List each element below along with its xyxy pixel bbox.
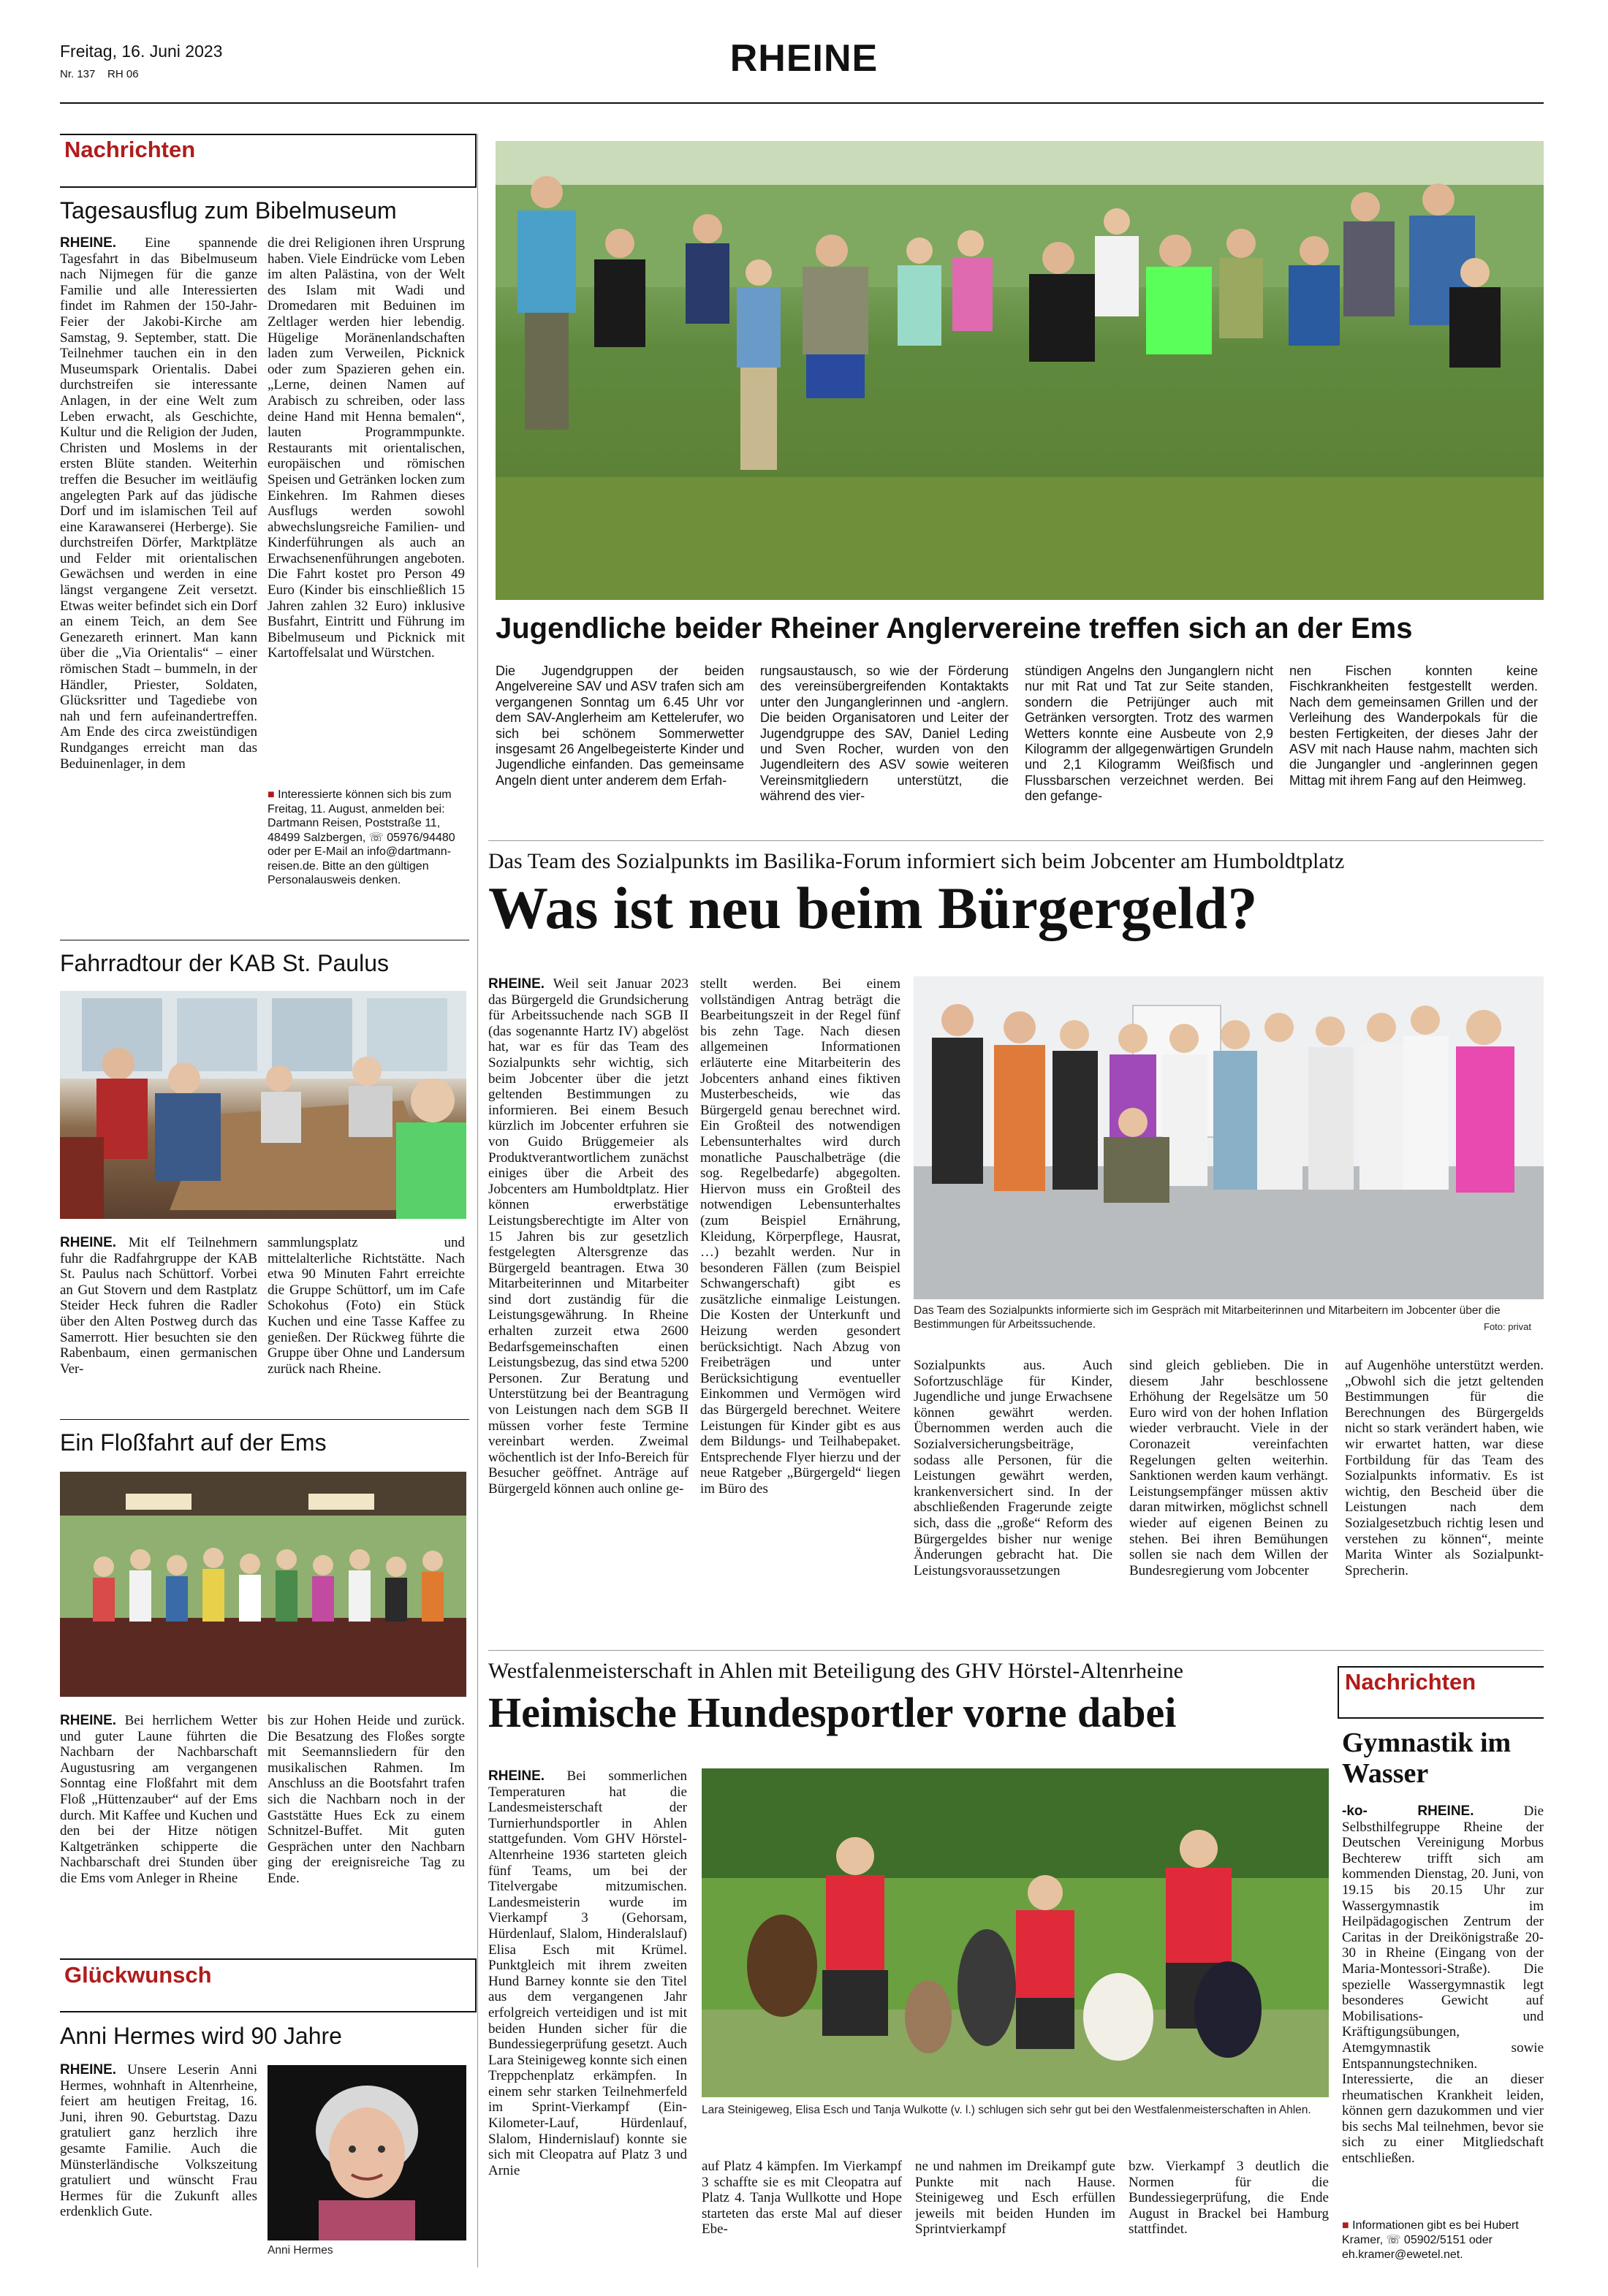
jobcenter-team-image — [914, 976, 1544, 1299]
angler-text4: nen Fischen konnten keine Fischkrankheiten festgestellt werden. Nach dem gemeinsamen Grillen und der Verleihung des Wanderpokals für die besten Fertigkeiten, der dieses Jahr der ASV mit nach Hause nahm, machten sich die Jungangler und -anglerinnen gegen Mittag mit ihrem Fang auf den Heimweg. — [1289, 664, 1538, 788]
buerger-text3: Sozialpunkts aus. Auch Sofortzuschläge für Kinder, Jugendliche und junge Erwachsene können gewährt werden. Übernommen werden auch die Sozialversicherungsbeiträge, sodass alle Personen, für die Leistungen gewährt werden, krankenversichert sind. In der abschließenden Fragerunde zeigte sich, dass die „große“ Reform des Bürgergeldes bisher nur wenige Änderungen gebracht hat. Die Leistungsvoraussetzungen — [914, 1358, 1112, 1578]
floss-text1: Bei herrlichem Wetter und guter Laune führten die Nachbarn der Nachbarschaft Augustusring am vergangenen Sonntag eine Floßfahrt mit dem Floß „Hüttenzauber“ auf der Ems durch. Mit Kaffee und Kuchen und den bei der Hitze nötigen Kaltgetränken schipperte die Nachbarschaft drei Stunden über die Ems vom Anleger in Rheine — [60, 1713, 257, 1886]
angler-col4 — [1289, 664, 1538, 824]
kab-col1 — [60, 1235, 257, 1396]
issue-date: Freitag, 16. Juni 2023 — [60, 42, 223, 61]
divider-angler — [488, 840, 1544, 841]
buerger-caption: Das Team des Sozialpunkts informierte sich im Gespräch mit Mitarbeiterinnen und Mitarbeitern im Jobcenter über die Bestimmungen für Arbeitssuchende. — [914, 1304, 1501, 1331]
dateline: RHEINE. — [488, 1768, 545, 1784]
buerger-photo-credit: Foto: privat — [1484, 1321, 1532, 1332]
youth-group-image — [496, 141, 1544, 600]
kab-col2 — [268, 1235, 465, 1396]
gym-text: Die Selbsthilfegruppe Rheine der Deutschen Vereinigung Morbus Bechterew trifft sich am kommenden Dienstag, 20. Juni, von 19.15 bis 20.15 Uhr zur Wassergymnastik im Heilpädagogischen Zentrum der Caritas in der Dreikönigstraße 20-30 in Rheine (Eingang von der Maria-Montessori-Straße). Die spezielle Wassergymnastik legt besonderes Gewicht auf Mobilisations- und Kräftigungsübungen, Atemgymnastik sowie Entspannungstechniken. Interessierte, die an dieser rheumatischen Krankheit leiden, können gern dazukommen und vier bis sechs Mal teilnehmen, bevor sie sich zu einer Mitgliedschaft entschließen. — [1342, 1803, 1544, 2167]
buerger-kicker: Das Team des Sozialpunkts im Basilika-Forum informiert sich beim Jobcenter am Humboldtplatz — [488, 849, 1345, 873]
dateline: RHEINE. — [60, 1713, 117, 1728]
buerger-photo — [914, 976, 1544, 1299]
gym-box-left — [1338, 1666, 1339, 1719]
floss-col1 — [60, 1713, 257, 1932]
kab-title: Fahrradtour der KAB St. Paulus — [60, 950, 389, 976]
angler-text3: stündigen Angelns den Junganglern nicht nur mit Rat und Tat zur Seite standen, sondern die Petrijünger auch mit Getränken versorgten. Trotz des warmen Wetters konnte eine Ausbeute von 2,9 Kilogramm der allgegenwärtigen Grundeln und 2,1 Kilogramm Weißfisch und Flussbarschen verzeichnet werden. Bei den gefange- — [1025, 664, 1273, 804]
left-label-rule — [60, 186, 477, 188]
section-title: RHEINE — [729, 37, 879, 80]
buerger-col5 — [1345, 1358, 1544, 1630]
angler-col2 — [760, 664, 1009, 824]
glueck-box-right — [475, 1958, 477, 2012]
bibel-text1: Eine spannende Tagesfahrt in das Bibelmuseum nach Nijmegen für die ganze Familie und alle Interessierten findet im Rahmen der 150-Jahr-Feier der Jakobi-Kirche am Samstag, 9. September, statt. Die Teilnehmer tauchen ein in den Museumspark Orientalis. Dabei durchstreifen sie interessante Anlagen, in der eine Welt zum Leben erwacht, als Geschichte, Kultur und die Religion der Juden, Christen und Moslems in der ersten Blüte standen. Weiterhin treffen die Besucher im weitläufig angelegten Park auf das jüdische Dorf und im islamischen Teil auf eine Karawanserei (Herberge). Sie durchstreifen Dörfer, Marktplätze und Felder mit orientalischen Gewächsen und werden in eine längst vergangene Zeit versetzt. Etwas weiter befindet sich ein Dorf an einem Teich, an dem See Genezareth erinnert. Man kann über die „Via Orientalis“ – einer römischen Stadt – bummeln, in der Händler, Priester, Soldaten, Glücksritter und Tagediebe von nah und fern aufeinandertreffen. Am Ende des circa zweistündigen Rundganges erreicht man das Beduinenlager, in dem — [60, 235, 257, 772]
buerger-col4 — [1129, 1358, 1328, 1630]
floss-text2: bis zur Hohen Heide und zurück. Die Besatzung des Floßes sorgte mit Seemannsliedern für den musikalischen Rahmen. Im Anschluss an die Bootsfahrt trafen sich die Nachbarn noch in der Gaststätte Hues Eck zu einem Schnitzel-Buffet. Mit guten Gesprächen unter den Nachbarn ging der ereignisreiche Tag zu Ende. — [268, 1713, 465, 1886]
column-separator — [477, 134, 478, 2268]
gym-label-rule — [1338, 1717, 1544, 1719]
floss-title: Ein Floßfahrt auf der Ems — [60, 1429, 327, 1456]
hermes-text: Unsere Leserin Anni Hermes, wohnhaft in Altenrheine, feiert am heutigen Freitag, 16. Juni, ihren 90. Geburtstag. Dazu gratuliert ganz herzlich ihre gesamte Familie. Auch die Münsterländische Volkszeitung gratuliert und wünscht Frau Hermes für die Zukunft alles erdenklich Gute. — [60, 2062, 257, 2220]
buerger-col3 — [914, 1358, 1112, 1630]
gym-nachrichten-label: Nachrichten — [1345, 1669, 1476, 1695]
floss-col2 — [268, 1713, 465, 1932]
gym-info-text: Informationen gibt es bei Hubert Kramer, ☏ 05902/5151 oder eh.kramer@ewetel.net. — [1342, 2219, 1519, 2261]
hunde-col3 — [915, 2159, 1115, 2273]
bibel-info-text: Interessierte können sich bis zum Freitag, 11. August, anmelden bei: Dartmann Reisen, Poststraße 11, 48499 Salzbergen, ☏ 05976/94480 oder per E-Mail an info@dartmann-reisen.de. Bitte an den gültigen Personalausweis denken. — [268, 788, 455, 886]
nachrichten-label: Nachrichten — [64, 137, 196, 162]
buerger-col1 — [488, 976, 689, 1630]
portrait-image — [268, 2065, 466, 2240]
bibel-info: ■ Interessierte können sich bis zum Freitag, 11. August, anmelden bei: Dartmann Reisen, Poststraße 11, 48499 Salzbergen, ☏ 05976/94480 oder per E-Mail an info@dartmann-reisen.de. Bitte an den gültigen Personalausweis denken. — [268, 788, 455, 886]
hunde-kicker: Westfalenmeisterschaft in Ahlen mit Beteiligung des GHV Hörstel-Altenrheine — [488, 1659, 1183, 1683]
hunde-caption: Lara Steinigeweg, Elisa Esch und Tanja Wulkotte (v. l.) schlugen sich sehr gut bei den Westfalenmeisterschaften in Ahlen. — [702, 2104, 1311, 2116]
hunde-col2 — [702, 2159, 902, 2273]
dateline: RHEINE. — [60, 2062, 117, 2078]
hunde-col1 — [488, 1768, 687, 2273]
buerger-text4: sind gleich geblieben. Die in diesem Jahr beschlossene Erhöhung der Regelsätze um 50 Euro wird von der hohen Inflation wieder verbraucht. Viele in der Coronazeit vereinfachten Regelungen gelten weiterhin. Sanktionen werden kaum verhängt. Leistungsempfänger müssen aktiv daran mitwirken, möglichst schnell wieder auf eigenen Beinen zu stehen. Bei ihren Bemühungen sollen sie nach dem Willen der Bundesregierung vom Jobcenter — [1129, 1358, 1328, 1578]
gym-title: Gymnastik im Wasser — [1342, 1727, 1512, 1789]
dateline: RHEINE. — [60, 235, 117, 251]
angler-text2: rungsaustausch, so wie der Förderung des vereinsübergreifenden Kontaktakts unter den Junganglerinnen und -anglern. Die beiden Organisatoren und Leiter der Jugendgruppe des SAV, Daniel Leding und Sven Rocher, wurden von den Jugendleitern des ASV sowie weiteren Vereinsmitgliedern unterstützt, die während des vier- — [760, 664, 1009, 804]
kab-text2: sammlungsplatz und mittelalterliche Richtstätte. Nach etwa 90 Minuten Fahrt erreichte die Gruppe Schüttorf, um im Cafe Schokohus (Foto) ein Stück Kuchen und eine Tasse Kaffee zu genießen. Der Rückweg führte die Gruppe über Ohne und Landersum zurück nach Rheine. — [268, 1235, 465, 1377]
hermes-portrait — [268, 2065, 466, 2240]
glueckwunsch-label: Glückwunsch — [64, 1962, 212, 1988]
floss-photo — [60, 1472, 466, 1697]
angler-photo — [496, 141, 1544, 600]
gym-info: ■ Informationen gibt es bei Hubert Kramer, ☏ 05902/5151 oder eh.kramer@ewetel.net. — [1342, 2219, 1519, 2261]
gym-col — [1342, 1803, 1544, 2229]
left-box-border-right — [475, 134, 477, 188]
hermes-caption: Anni Hermes — [268, 2244, 333, 2257]
glueck-label-rule — [60, 2011, 477, 2012]
dateline: RHEINE. — [488, 976, 545, 992]
edition-code: RH 06 — [107, 68, 139, 80]
divider-2 — [60, 1419, 469, 1420]
angler-col3 — [1025, 664, 1273, 824]
angler-title: Jugendliche beider Rheiner Anglervereine treffen sich an der Ems — [496, 612, 1413, 645]
hermes-col — [60, 2062, 257, 2259]
kab-photo — [60, 991, 466, 1219]
divider-buerger — [488, 1650, 1544, 1651]
issue-number-text: Nr. 137 — [60, 68, 96, 80]
buerger-text2: stellt werden. Bei einem vollständigen Antrag beträgt die Bearbeitungszeit in der Regel fünf bis zehn Tage. Nach diesen allgemeinen Informationen erläuterte eine Mitarbeiterin des Jobcenters anhand eines fiktiven Musterbescheids, wie das Bürgergeld genau berechnet wird. Ein Großteil des notwendigen Lebensunterhaltes wird durch monatliche Pauschalbeträge (die sog. Regelbedarfe) abgegolten. Hiervon muss ein Großteil des notwendigen Lebensunterhaltes (zum Beispiel Ernährung, Kleidung, Körperpflege, Hausrat, …) bezahlt werden. Nur in besonderen Fällen (zum Beispiel Schwangerschaft) gibt es zusätzliche einmalige Leistungen. Die Kosten der Unterkunft und Heizung werden gesondert berücksichtigt. Nach Abzug von Freibeträgen und unter Berücksichtigung eventueller Einkommen und Vermögen wird das Bürgergeld berechnet. Weitere Leistungen für Kinder gibt es aus dem Bildungs- und Teilhabepaket. Entsprechende Flyer hierzu und der neue Ratgeber „Bürgergeld“ liegen im Büro des — [700, 976, 900, 1497]
buerger-text5: auf Augenhöhe unterstützt werden. „Obwohl sich die jetzt geltenden Bestimmungen für die Berechnungen des Bürgergelds nicht so stark verändert haben, wie wir erwartet hatten, war diese Fortbildung für das Team des Sozialpunkts informativ. Es ist wichtig, den Bescheid über die Leistungen nach dem Sozialgesetzbuch richtig lesen und verstehen zu können“, meinte Marita Winter als Sozialpunkt-Sprecherin. — [1345, 1358, 1544, 1578]
angler-text1: Die Jugendgruppen der beiden Angelvereine SAV und ASV trafen sich am vergangenen Sonntag um 6.45 Uhr vor dem SAV-Anglerheim am Kettelerufer, wo sich bei schönem Sommerwetter insgesamt 26 Angelbegeisterte Kinder und Jugendliche einfanden. Das gemeinsame Angeln dient unter anderem dem Erfah- — [496, 664, 744, 788]
kab-text1: Mit elf Teilnehmern fuhr die Radfahrgruppe der KAB St. Paulus nach Schüttorf. Vorbei an Gut Stovern und dem Rastplatz Steider Heck fuhren die Radler über den Alten Postweg durch das Samerrott. Hier besuchten sie den Rabenbaum, einen germanischen Ver- — [60, 1235, 257, 1377]
dateline: -ko- RHEINE. — [1342, 1803, 1474, 1819]
hunde-photo — [702, 1768, 1329, 2097]
bibel-title: Tagesausflug zum Bibelmuseum — [60, 197, 397, 224]
hunde-text4: bzw. Vierkampf 3 deutlich die Normen für die Bundessiegerprüfung, die Ende August in Brackel bei Hamburg stattfindet. — [1129, 2159, 1329, 2238]
raft-scene-image — [60, 1472, 466, 1697]
buerger-text1: Weil seit Januar 2023 das Bürgergeld die Grundsicherung für Arbeitssuchende nach SGB II (das sogenannte Hartz IV) abgelöst hat, war es für das Team des Sozialpunkts sehr wichtig, sich beim Jobcenter über die jetzt geltenden Bestimmungen zu informieren. Bei einem Besuch kürzlich im Jobcenter erfuhren sie von Guido Brüggemeier als Produktverantwortlichem zunächst einiges über die Arbeit des Jobcenters am Humboldtplatz. Hier können erwerbstätige Leistungsberechtigte im Alter von 15 Jahren bis zur gesetzlich festgelegten Altersgrenze das Bürgergeld beantragen. Etwa 30 Mitarbeiterinnen und Mitarbeiter sind dort zuständig für die Leistungsgewährung. In Rheine erhalten zurzeit etwa 2600 Bedarfsgemeinschaften einen Leistungsbezug, das sind etwa 5200 Personen. Zur Beratung und Unterstützung bei der Beantragung von Leistungen nach dem SGB II müssen vorher feste Termine vereinbart werden. Zweimal wöchentlich ist der Info-Bereich für Besucher geöffnet. Anträge auf Bürgergeld können auch online ge- — [488, 976, 689, 1497]
dog-sport-image — [702, 1768, 1329, 2097]
hermes-title: Anni Hermes wird 90 Jahre — [60, 2023, 342, 2049]
bibel-col2 — [268, 235, 465, 798]
header-rule — [60, 102, 1544, 104]
hunde-text2: auf Platz 4 kämpfen. Im Vierkampf 3 schaffte sie es mit Cleopatra auf Platz 4. Tanja Wullkotte und Hope starteten das erste Mal auf dieser Ebe- — [702, 2159, 902, 2238]
dateline: RHEINE. — [60, 1235, 117, 1250]
cafe-scene-image — [60, 991, 466, 1219]
gym-box-top — [1338, 1666, 1544, 1668]
glueck-box-top — [60, 1958, 475, 1960]
hunde-text1: Bei sommerlichen Temperaturen hat die Landesmeisterschaft der Turnierhundsportler in Ahlen stattgefunden. Vom GHV Hörstel-Altenrheine 1936 starteten gleich fünf Teams, um bei der Titelvergabe mitzumischen. Landesmeisterin wurde im Vierkampf 3 (Gehorsam, Hürdenlauf, Slalom, Hinderalslauf) Elisa Esch mit Krümel. Punktgleich mit ihrem zweiten Hund Barney konnte sie den Titel aus dem vergangenen Jahr erfolgreich verteidigen und ist mit beiden Hunden sicher für die Bundessiegerprüfung gesetzt. Auch Lara Steinigeweg konnte sich einen Treppchenplatz erkämpfen. In einem sehr starken Teilnehmerfeld im Sprint-Vierkampf (Ein-Kilometer-Lauf, Hürdenlauf, Slalom, Hindernislauf) konnte sie sich mit Cleopatra auf Platz 3 und Arnie — [488, 1768, 687, 2178]
left-box-border — [60, 134, 475, 135]
bibel-text2: die drei Religionen ihren Ursprung haben. Viele Eindrücke vom Leben im alten Palästina, von der Welt des Islam mit Wadi und Dromedaren mit Beduinen im Zeltlager werden hier lebendig. Hügelige Moränenlandschaften laden zum Verweilen, Picknick oder zum Spazieren gehen ein. „Lerne, deinen Namen auf Arabisch zu schreiben, oder lass deine Hand mit Henna bemalen“, lauten Programmpunkte. Restaurants mit orientalischen, europäischen und römischen Speisen und Getränken locken zum Einkehren. Im Rahmen dieses Ausflugs werden sowohl abwechslungsreiche Familien- und Kinderführungen als auch an Erwachsenenführungen angeboten. Die Fahrt kostet pro Person 49 Euro (Kinder bis einschließlich 15 Jahren zahlen 32 Euro) inklusive Busfahrt, Eintritt und Führung im Bibelmuseum und Picknick mit Kartoffelsalat und Würstchen. — [268, 235, 465, 661]
hunde-text3: ne und nahmen im Dreikampf gute Punkte mit nach Hause. Steinigeweg und Esch erfüllen jeweils mit beiden Hunden im Sprintvierkampf — [915, 2159, 1115, 2238]
buerger-col2 — [700, 976, 900, 1630]
angler-col1 — [496, 664, 744, 824]
buerger-title: Was ist neu beim Bürgergeld? — [488, 875, 1258, 941]
hunde-title: Heimische Hundesportler vorne dabei — [488, 1689, 1177, 1736]
hunde-col4 — [1129, 2159, 1329, 2273]
bibel-col1 — [60, 235, 257, 927]
